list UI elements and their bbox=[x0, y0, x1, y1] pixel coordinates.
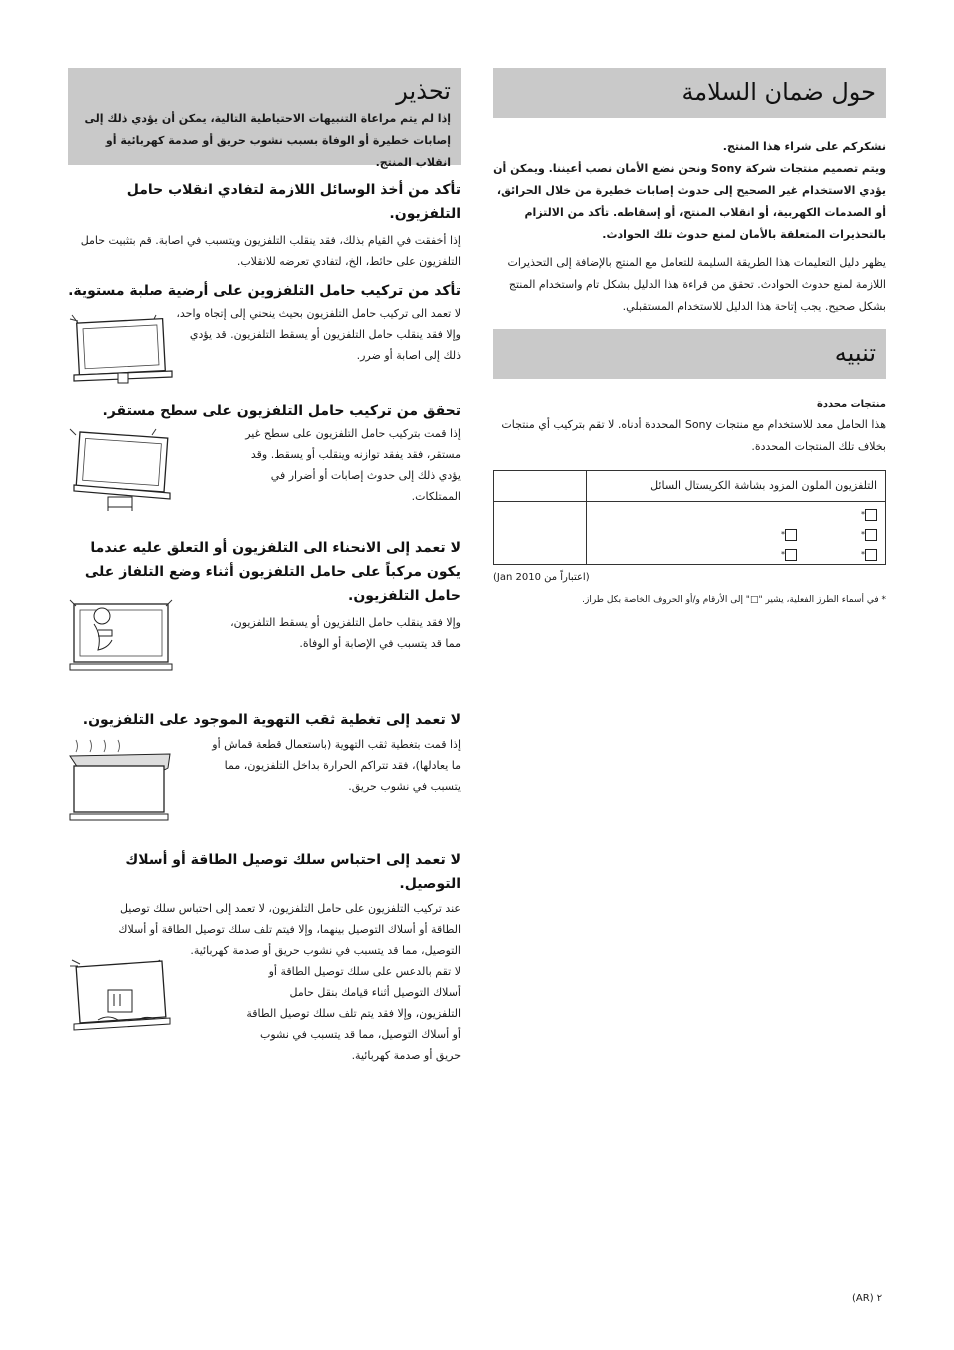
caution-title-bar bbox=[493, 329, 886, 379]
model-placeholder-box bbox=[865, 509, 877, 521]
section-title: تحقق من تركيب حامل التلفزيون على سطح مستقر. bbox=[102, 403, 461, 419]
section-title: تأكد من تركيب حامل التلفزوين على أرضية صلبة مستوية. bbox=[68, 283, 461, 299]
table-header: التلفزيون الملون المزود بشاشة الكريستال السائل bbox=[587, 471, 886, 502]
warning-title: تحذير bbox=[396, 77, 451, 105]
section-no-leaning bbox=[68, 536, 461, 654]
tv-unstable-surface-illustration bbox=[68, 427, 178, 511]
safety-column bbox=[493, 68, 886, 605]
section-body: إذا قمت بتغطية ثقب التهوية (باستعمال قطعة قماش أو ما يعادلها)، فقد تتراكم الحرارة بداخل التلفزيون، مما يتسبب في نشوب حريق. bbox=[212, 738, 461, 793]
intro-thanks: نشكركم على شراء هذا المنتج. bbox=[722, 140, 886, 153]
model-list: * * * * * bbox=[587, 502, 886, 565]
model-placeholder-box bbox=[785, 549, 797, 561]
page-number: (AR) ٢ bbox=[852, 1293, 883, 1304]
section-body: وإلا فقد ينقلب حامل التلفزيون أو يسقط التلفزيون، مما قد يتسبب في الإصابة أو الوفاة. bbox=[230, 616, 461, 650]
intro-safety-design: ويتم تصميم منتجات شركة Sony ونحن نضع الأمان نصب أعيننا. ويمكن أن يؤدي الاستخدام غير الصحيح إلى حدوث إصابات خطيرة من خلال الحرائق، أو الصدمات الكهربية، أو انقلاب المنتج، أو إسقاطه. تأكد من الالتزام بالتحذيرات المتعلقة بالأمان لمنع حدوث تلك الحوادث. bbox=[493, 162, 886, 241]
section-title: تأكد من أخذ الوسائل اللازمة لتفادي انقلاب حامل التلفزيون. bbox=[126, 182, 461, 222]
model-placeholder-box bbox=[865, 529, 877, 541]
tv-covered-vent-illustration bbox=[68, 738, 178, 830]
section-body: لا تعمد الى تركيب حامل التلفزيون بحيث ينحني إلى إتجاه واحد، وإلا فقد ينقلب حامل التلفزيون أو يسقط التلفزيون. قد يؤدي ذلك إلى اصابة أو ضرر. bbox=[176, 307, 461, 362]
safety-title-bar bbox=[493, 68, 886, 118]
warning-text: إذا لم يتم مراعاة التنبيهات الاحتياطية التالية، يمكن أن يؤدي ذلك إلى إصابات خطيرة أو الوفاة بسبب نشوب حريق أو صدمة كهربائية أو انقلاب المنتج. bbox=[84, 112, 451, 169]
tv-leaning-child-illustration bbox=[68, 594, 178, 678]
tv-tilted-illustration bbox=[68, 311, 178, 389]
model-placeholder-box bbox=[785, 529, 797, 541]
section-title: لا تعمد إلى تغطية ثقب التهوية الموجود على التلفزيون. bbox=[82, 712, 461, 728]
section-body-2: لا تقم بالدعس على سلك توصيل الطاقة أو أسلاك التوصيل أثناء قيامك بنقل حامل التلفزيون، وإلا فقد يتم تلف سلك توصيل الطاقة أو أسلاك التوصيل، مما قد يتسبب في نشوب حريق أو صدمة كهربائية. bbox=[246, 965, 461, 1062]
section-ventilation bbox=[68, 708, 461, 797]
footnote: * في أسماء الطرز الفعلية، يشير "□" إلى الأرقام و/أو الحروف الخاصة بكل طراز. bbox=[582, 595, 886, 605]
section-body: عند تركيب التلفزيون على حامل التلفزيون، لا تعمد إلى احتباس سلك توصيل الطاقة أو أسلاك التوصيل بينهما، وإلا فيتم تلف سلك توصيل الطاقة أو أسلاك التوصيل، مما قد يتسبب في نشوب حريق أو صدمة كهربائية. bbox=[118, 902, 461, 957]
caution-title: تنبيه bbox=[834, 339, 876, 367]
date-note: (اعتباراً من Jan 2010) bbox=[493, 572, 590, 583]
section-title: لا تعمد إلى احتباس سلك توصيل الطاقة أو أسلاك التوصيل. bbox=[125, 852, 461, 892]
section-stable-surface bbox=[68, 399, 461, 507]
section-body: إذا قمت بتركيب حامل التلفزيون على سطح غير مستقر، فقد يفقد توازنه وينقلب أو يسقط. وقد يؤدي ذلك إلى حدوث إصابات أو أضرار في الممتلكات. bbox=[245, 427, 461, 503]
safety-title: حول ضمان السلامة bbox=[681, 78, 876, 106]
warning-box bbox=[68, 68, 461, 169]
section-body: إذا أخفقت في القيام بذلك، فقد ينقلب التلفزيون ويتسبب في اصابة. قم بتثبيت حامل التلفزيون على حائط، الخ، لتفادي تعرضه للانقلاب. bbox=[80, 234, 461, 268]
section-level-floor bbox=[68, 279, 461, 366]
specific-products-heading: منتجات محددة bbox=[816, 399, 886, 410]
intro-instructions: يظهر دليل التعليمات هذا الطريقة السليمة للتعامل مع المنتج بالإضافة إلى التحذيرات اللازمة لمنع حدوث الحوادث. تحقق من قراءة هذا الدليل بشكل تام واستخدام المنتج بشكل صحيح. يجب إتاحة هذا الدليل للاستخدام المستقبلي. bbox=[507, 256, 886, 313]
model-placeholder-box bbox=[865, 549, 877, 561]
specific-products-text: هذا الحامل معد للاستخدام مع منتجات Sony المحددة أدناه. لا تقم بتركيب أي منتجات بخلاف تلك المنتجات المحددة. bbox=[501, 418, 886, 453]
section-power-cords bbox=[68, 848, 461, 1066]
section-prevent-tipping bbox=[68, 178, 461, 272]
tv-trapped-cord-illustration bbox=[68, 954, 178, 1038]
section-title: لا تعمد إلى الانحناء الى التلفزيون أو التعلق عليه عندما يكون مركباً على حامل التلفزيون أثناء وضع التلفاز على حامل التلفزيون. bbox=[84, 540, 461, 604]
warning-column bbox=[68, 68, 461, 1062]
products-table bbox=[493, 470, 886, 565]
